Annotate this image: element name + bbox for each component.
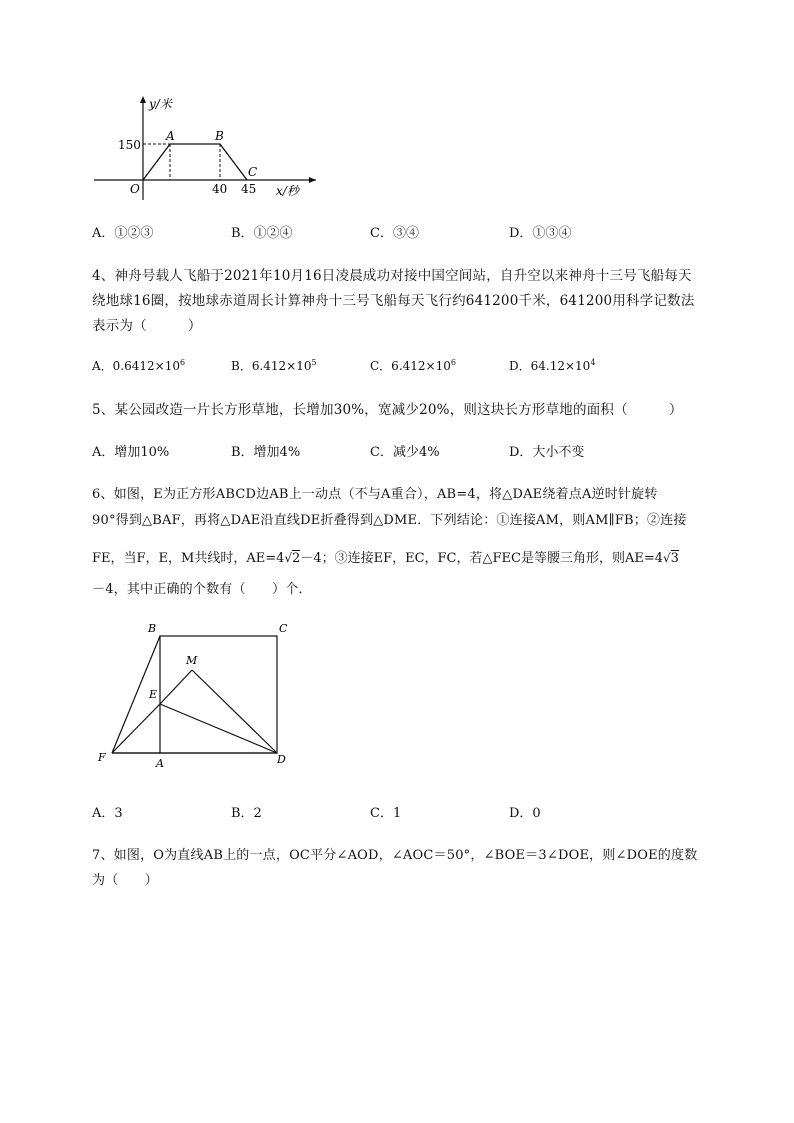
fig-label-f: F	[98, 751, 106, 764]
q5-option-a[interactable]: A．增加10%	[92, 445, 170, 460]
q3-option-a[interactable]: A．①②③	[92, 226, 154, 241]
q4-option-c-exp: 6	[450, 358, 456, 367]
q4-option-d-exp: 4	[590, 358, 596, 367]
q4-option-c[interactable]	[370, 357, 456, 374]
sqrt-sign-3: √	[663, 551, 671, 565]
q6-option-a[interactable]: A．3	[92, 806, 123, 821]
fig-label-c: C	[279, 622, 288, 635]
point-a-label: A	[166, 129, 175, 143]
q7-line-1: 7、如图，O为直线AB上的一点，OC平分∠AOD，∠AOC＝50°，∠BOE＝3∠DOE，则∠DOE的度数	[92, 848, 698, 863]
y-axis-label: y/米	[149, 97, 172, 111]
origin-label: O	[130, 182, 140, 196]
sqrt-sign-2: √	[284, 551, 293, 565]
q4-option-a-base: A．0.6412×10	[92, 359, 180, 373]
square-geometry-figure	[92, 618, 302, 770]
point-b-label: B	[215, 129, 224, 143]
fig-label-b: B	[148, 622, 157, 635]
q4-option-b-exp: 5	[311, 358, 317, 367]
q6-line-4: －4，其中正确的个数有（ ）个．	[92, 582, 312, 597]
q3-option-c[interactable]: C．③④	[370, 226, 419, 241]
point-c-label: C	[248, 165, 258, 179]
q4-option-b[interactable]	[231, 357, 317, 374]
q5-option-d[interactable]: D．大小不变	[509, 445, 585, 460]
fig-label-m: M	[186, 654, 198, 667]
q3-option-d[interactable]: D．①③④	[509, 226, 572, 241]
q6-sqrt-3: 3	[670, 551, 679, 566]
q6-option-b[interactable]: B．2	[231, 806, 262, 821]
q7-line-2: 为（ ）	[92, 873, 159, 888]
q4-option-d[interactable]	[509, 357, 595, 374]
x-tick-40: 40	[212, 182, 228, 196]
q6-line-3-part-b: －4；③连接EF，EC，FC，若△FEC是等腰三角形，则AE=4	[300, 551, 663, 566]
q4-option-a-exp: 6	[179, 358, 186, 367]
q4-line-1: 4、神舟号载人飞船于2021年10月16日凌晨成功对接中国空间站，自升空以来神舟十三号飞船每天	[92, 268, 692, 284]
fig-label-a: A	[156, 757, 164, 770]
q6-line-3	[92, 547, 679, 566]
q6-option-d[interactable]: D．0	[509, 806, 541, 821]
q4-option-a[interactable]	[92, 357, 185, 374]
q4-option-d-base: D．64.12×10	[509, 359, 591, 373]
q6-line-1: 6、如图，E为正方形ABCD边AB上一动点（不与A重合），AB=4，将△DAE绕着点A逆时针旋转	[92, 487, 658, 502]
q6-line-2: 90°得到△BAF，再将△DAE沿直线DE折叠得到△DME．下列结论：①连接AM，则AM∥FB；②连接	[92, 513, 687, 528]
q4-line-2: 绕地球16圈，按地球赤道周长计算神舟十三号飞船每天飞行约641200千米，641200用科学记数法	[92, 293, 695, 309]
q3-option-b[interactable]: B．①②④	[231, 226, 293, 241]
fig-label-e: E	[149, 688, 158, 701]
q6-sqrt-2: 2	[292, 551, 301, 566]
q4-option-c-base: C．6.412×10	[370, 359, 451, 373]
fig-label-d: D	[277, 753, 286, 766]
q4-option-b-base: B．6.412×10	[231, 359, 312, 373]
x-axis-label: x/秒	[276, 184, 299, 198]
q5-option-b[interactable]: B．增加4%	[231, 445, 301, 460]
distance-time-graph	[90, 92, 320, 202]
q5-option-c[interactable]: C．减少4%	[370, 445, 440, 460]
q5-line-1: 5、某公园改造一片长方形草地，长增加30%，宽减少20%，则这块长方形草地的面积（ ）	[92, 402, 683, 418]
q4-line-3: 表示为（ ）	[92, 318, 202, 334]
x-tick-45: 45	[241, 182, 257, 196]
y-tick-150: 150	[118, 138, 141, 152]
q6-line-3-part-a: FE，当F，E，M共线时，AE=4	[92, 551, 285, 566]
q6-option-c[interactable]: C．1	[370, 806, 402, 821]
